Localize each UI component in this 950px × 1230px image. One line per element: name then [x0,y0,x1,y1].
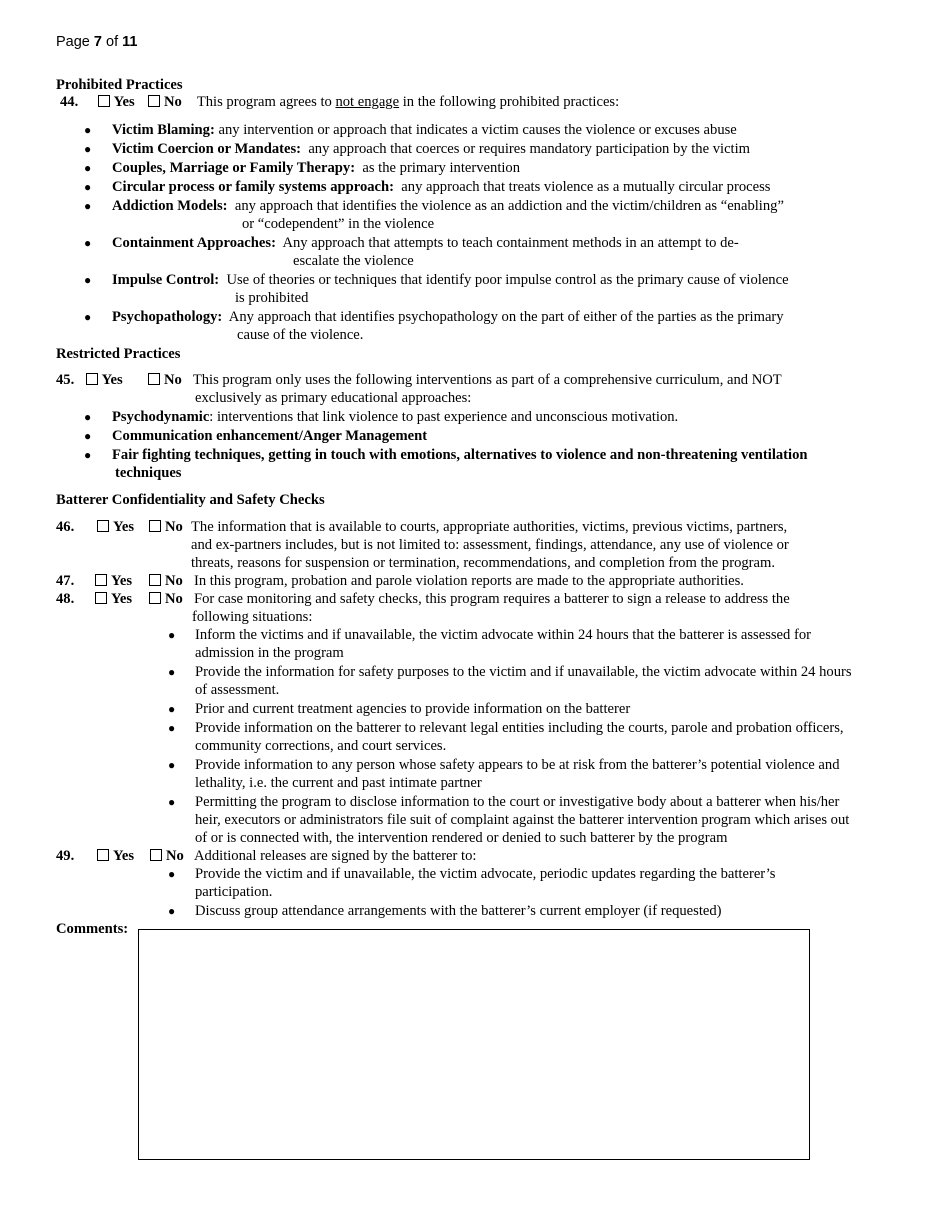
list-item: Circular process or family systems approach: any approach that treats violence as a mutually circular process [112,179,771,195]
list-item: Impulse Control: Use of theories or techniques that identify poor impulse control as the primary cause of violence [112,272,789,288]
list-item-continuation: is prohibited [235,290,309,306]
bullet-icon: ● [168,628,176,642]
checkbox-icon [149,592,161,604]
bullet-icon: ● [84,448,92,462]
list-item-continuation: cause of the violence. [237,327,364,343]
list-item: Psychodynamic: interventions that link violence to past experience and unconscious motivation. [112,409,679,425]
question-number: 48. [56,591,75,607]
q47-no-checkbox[interactable]: No [149,572,183,590]
comments-field[interactable] [138,929,810,1160]
bullet-icon: ● [84,236,92,250]
list-item: Addiction Models: any approach that identifies the violence as an addiction and the victim/children as “enabling” [112,198,784,214]
list-item: Victim Blaming: any intervention or approach that indicates a victim causes the violence or excuses abuse [112,122,737,138]
bullet-icon: ● [84,123,92,137]
q49-no-checkbox[interactable]: No [150,847,184,865]
question-45-continuation: exclusively as primary educational approaches: [195,390,472,406]
q46-yes-checkbox[interactable]: Yes [97,518,134,536]
bullet-icon: ● [84,180,92,194]
question-48-text: following situations: [192,609,313,625]
checkbox-icon [150,849,162,861]
bullet-icon: ● [84,410,92,424]
list-item: Discuss group attendance arrangements with the batterer’s current employer (if requested) [195,903,722,919]
list-item-continuation: escalate the violence [293,253,414,269]
bullet-icon: ● [84,429,92,443]
question-44: 44. Yes No This program agrees to not engage in the following prohibited practices: [60,94,620,110]
q44-no-checkbox[interactable]: No [148,94,182,110]
checkbox-icon [98,95,110,107]
checkbox-icon [97,520,109,532]
section-heading-prohibited: Prohibited Practices [56,77,183,93]
question-45: 45. Yes No This program only uses the following interventions as part of a comprehensive curriculum, and NOT [56,372,782,388]
list-item: Prior and current treatment agencies to provide information on the batterer [195,701,631,717]
q45-yes-checkbox[interactable]: Yes [86,372,123,388]
list-item: Provide information on the batterer to relevant legal entities including the courts, parole and probation officers, [195,720,844,736]
page-number: Page 7 of 11 [56,34,138,50]
comments-label: Comments: [56,921,129,937]
checkbox-icon [149,520,161,532]
question-46-text: and ex-partners includes, but is not limited to: assessment, findings, attendance, any use of violence or [191,537,789,553]
bullet-icon: ● [84,142,92,156]
q48-no-checkbox[interactable]: No [149,590,183,608]
q45-no-checkbox[interactable]: No [148,372,182,388]
q44-yes-checkbox[interactable]: Yes [98,94,135,110]
bullet-icon: ● [84,161,92,175]
list-item: Psychopathology: Any approach that identifies psychopathology on the part of either of the parties as the primary [112,309,784,325]
list-item-continuation: techniques [115,465,182,481]
section-heading-restricted: Restricted Practices [56,346,181,362]
checkbox-icon [97,849,109,861]
question-48-text: For case monitoring and safety checks, this program requires a batterer to sign a release to address the [194,591,790,607]
list-item: Couples, Marriage or Family Therapy: as the primary intervention [112,160,521,176]
section-heading-confidentiality: Batterer Confidentiality and Safety Checks [56,492,325,508]
list-item-continuation: or “codependent” in the violence [242,216,435,232]
list-item: Provide information to any person whose safety appears to be at risk from the batterer’s potential violence and [195,757,840,773]
bullet-icon: ● [168,721,176,735]
list-item: Containment Approaches: Any approach that attempts to teach containment methods in an attempt to de- [112,235,739,251]
list-item: Communication enhancement/Anger Management [112,428,428,444]
checkbox-icon [95,592,107,604]
bullet-icon: ● [168,795,176,809]
list-item: Permitting the program to disclose information to the court or investigative body about a batterer when his/her [195,794,840,810]
list-item-continuation: community corrections, and court services. [195,738,447,754]
bullet-icon: ● [168,665,176,679]
checkbox-icon [148,95,160,107]
list-item: Provide the information for safety purposes to the victim and if unavailable, the victim advocate within 24 hours [195,664,852,680]
question-46-text: threats, reasons for suspension or termination, recommendations, and completion from the program. [191,555,776,571]
list-item: Provide the victim and if unavailable, the victim advocate, periodic updates regarding the batterer’s [195,866,776,882]
question-number: 47. [56,573,75,589]
list-item: Fair fighting techniques, getting in touch with emotions, alternatives to violence and non-threatening ventilation [112,447,808,463]
bullet-icon: ● [84,310,92,324]
list-item: Victim Coercion or Mandates: any approach that coerces or requires mandatory participation by the victim [112,141,751,157]
bullet-icon: ● [168,758,176,772]
bullet-icon: ● [84,199,92,213]
bullet-icon: ● [168,867,176,881]
list-item-continuation: lethality, i.e. the current and past intimate partner [195,775,482,791]
question-46-text: The information that is available to courts, appropriate authorities, victims, previous victims, partners, [191,519,788,535]
question-number: 46. [56,519,75,535]
q46-no-checkbox[interactable]: No [149,518,183,536]
list-item: Inform the victims and if unavailable, the victim advocate within 24 hours that the batterer is assessed for [195,627,812,643]
list-item-continuation: participation. [195,884,273,900]
bullet-icon: ● [168,702,176,716]
list-item-continuation: of assessment. [195,682,280,698]
list-item-continuation: admission in the program [195,645,344,661]
checkbox-icon [86,373,98,385]
list-item-continuation: of or is connected with, the intervention rendered or denied to such batterer by the program [195,830,728,846]
checkbox-icon [149,574,161,586]
question-number: 49. [56,848,75,864]
q47-yes-checkbox[interactable]: Yes [95,572,132,590]
question-49-text: Additional releases are signed by the batterer to: [194,848,477,864]
checkbox-icon [148,373,160,385]
list-item-continuation: heir, executors or administrators file suit of complaint against the batterer intervention program which arises out [195,812,850,828]
checkbox-icon [95,574,107,586]
bullet-icon: ● [168,904,176,918]
q49-yes-checkbox[interactable]: Yes [97,847,134,865]
q48-yes-checkbox[interactable]: Yes [95,590,132,608]
question-47-text: In this program, probation and parole violation reports are made to the appropriate authorities. [194,573,744,589]
bullet-icon: ● [84,273,92,287]
